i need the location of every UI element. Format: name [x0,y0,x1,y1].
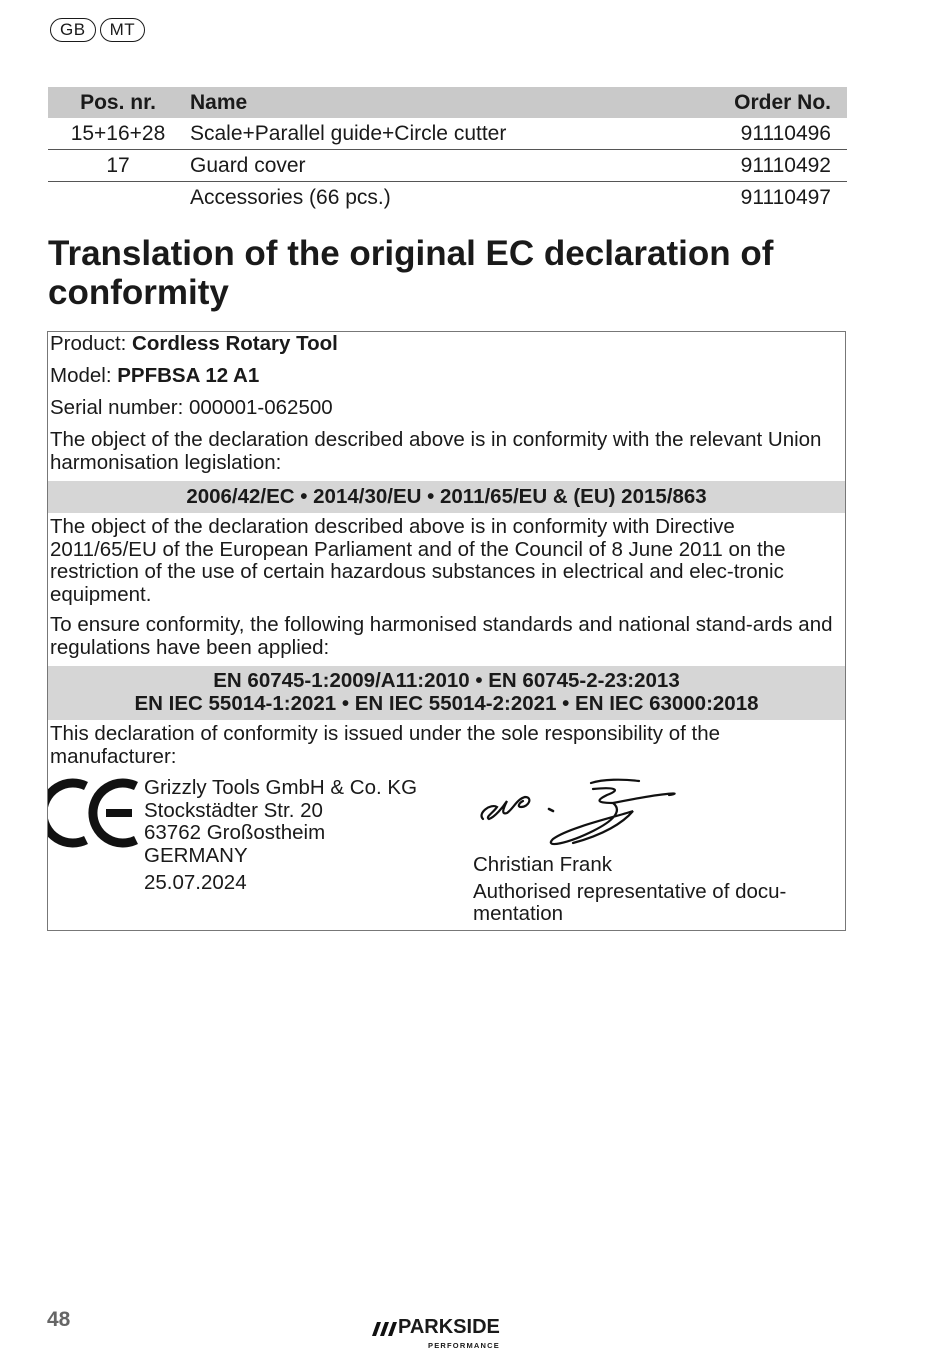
cell-name: Guard cover [180,150,631,182]
spare-parts-table [48,87,847,213]
brand-subtitle: PERFORMANCE [428,1341,500,1350]
brand-name: PARKSIDE [398,1316,500,1338]
standards-intro: To ensure conformity, the following harmonised standards and national stand-ards and regulations have been applied: [50,613,833,659]
manufacturer-country: GERMANY [144,843,248,867]
table-row [48,150,847,182]
cell-name: Scale+Parallel guide+Circle cutter [190,121,507,145]
signer-block [473,854,833,926]
ce-mark-icon [48,778,140,853]
parkside-logo [370,1316,530,1352]
cell-order: 91110496 [740,121,831,145]
model-value: PPFBSA 12 A1 [117,364,260,387]
responsibility-text: This declaration of conformity is issued under the sole responsibility of the manufacturer: [50,722,721,768]
declaration-box [47,331,846,931]
cell-pos [48,182,180,214]
page-number: 48 [47,1308,71,1331]
conformity-text: The object of the declaration described above is in conformity with the relevant Union harmonisation legislation: [50,428,822,474]
model-line [50,365,842,388]
directives-band: 2006/42/EC • 2014/30/EU • 2011/65/EU & (EU) 2015/863 [48,481,845,513]
table-header-row [48,87,847,118]
manufacturer-name: Grizzly Tools GmbH & Co. KG [144,776,418,799]
header-name: Name [180,87,631,118]
model-label: Model: [50,364,118,387]
standards-band [48,666,845,720]
brand-slashes-icon [372,1320,398,1338]
manufacturer-city: 63762 Großostheim [144,821,326,844]
cell-pos: 15+16+28 [70,121,166,145]
rohs-text: The object of the declaration described above is in conformity with Directive 2011/65/EU of the European Parliament and of the Council of 8 June 2011 on the restriction of the use of certain hazardous substances in electrical and elec-tronic equipment. [50,515,786,606]
header-pos: Pos. nr. [48,87,180,118]
cell-order: 91110492 [631,150,847,182]
table-row [48,182,847,214]
manufacturer-street: Stockstädter Str. 20 [144,798,323,822]
signer-title: Authorised representative of docu-mentation [473,879,787,925]
page-heading: Translation of the original EC declaration of conformity [48,234,774,312]
product-line [50,333,842,356]
standards-line-1: EN 60745-1:2009/A11:2010 • EN 60745-2-23:2013 [213,669,680,692]
cell-pos: 17 [48,150,180,182]
signature-image [473,777,683,854]
language-badge-mt: MT [100,18,146,42]
serial-number: Serial number: 000001-062500 [50,396,333,419]
declaration-date: 25.07.2024 [144,871,247,894]
cell-order: 91110497 [631,182,847,214]
product-label: Product: [50,332,133,355]
cell-name: Accessories (66 pcs.) [180,182,631,214]
header-order: Order No. [631,87,847,118]
signer-name: Christian Frank [473,853,612,876]
standards-line-2: EN IEC 55014-1:2021 • EN IEC 55014-2:2021 • EN IEC 63000:2018 [134,692,759,715]
language-badges [50,18,145,42]
manufacturer-address [144,777,417,867]
table-row [48,118,847,150]
language-badge-gb: GB [50,18,96,42]
product-value: Cordless Rotary Tool [132,332,338,355]
